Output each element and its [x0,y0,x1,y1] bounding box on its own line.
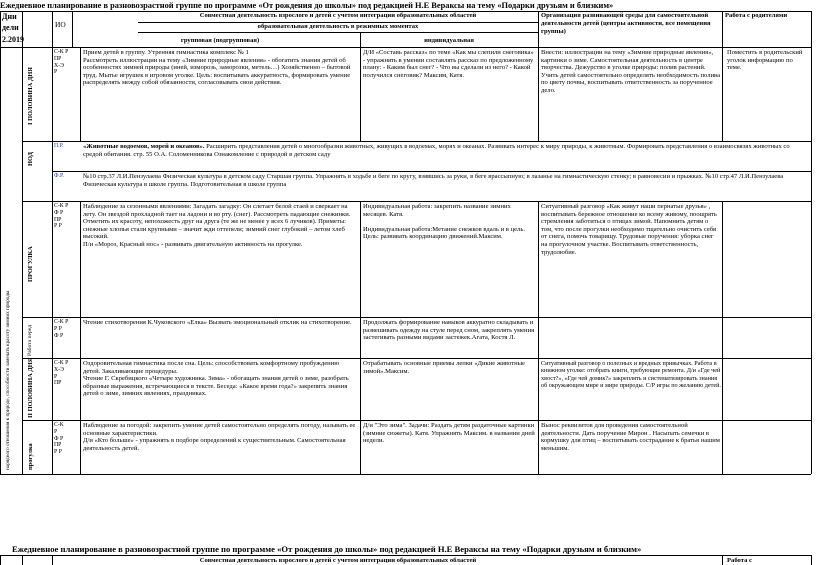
footer-col-3 [722,555,723,565]
walk-individual-text: Индивидуальная работа: закрепить название зимних месяцев. Катя. Индивидуальная работа:Метание снежков вдаль и в цель. Цель: развивать координацию движений.Максим. [363,203,525,241]
row-divider-afternoon [22,420,811,421]
col-divider-parents-rest [722,201,723,474]
footer-table-top [0,555,811,556]
nod1-text [83,143,809,171]
before-sleep-individual-text: Продолжать формирование навыков аккуратно складывать и развешивать одежду на стуле перед сном, закреплять умения застегивать разными видами застежек.Агата, Костя Л. [363,319,535,342]
footer-col-2 [52,555,53,565]
footer-col-1 [22,555,23,565]
nod2-code: Ф.Р. [54,173,64,179]
codes-before-sleep: С-К Р Р Р Ф Р [54,319,69,339]
section-before-sleep: Работа перед [27,324,33,356]
header-divider-2 [138,32,538,33]
header-environment: Организация развивающей среды для самостоятельной деятельности детей (центры активности, все помещения группы) [541,12,711,36]
row-divider-sleep [22,358,811,359]
walk-group-text: Наблюдение за сезонными явлениями: Загадать загадку: Он слетает белой стаей и сверкает на лету. Он звездой прохладной тает на ладони и во рту. (снег). Рассмотреть падающие снежинки. Отметить их красоту, непохожесть друг на друга (те же не менее у всех 6 лучиков). Приметы: снежные хлопья стали крупными – значит жди оттепели; зимний снег глубокий – летом хлеб высокий. П/и «Мороз, Красный нос» - развивать двигательную активность на прогулке. [83,203,351,248]
col-divider-group-rest [80,201,81,474]
morning-individual-text: Д/И «Составь рассказ» по теме «Как мы слепили снеговика» - упражнять в умении составлять рассказ по предложенному плану: - Каким был снег? - Что вы сделали из него? - Какой получился снеговик? Максим, Катя. [363,49,534,79]
footer-parents: Работа с [727,557,752,564]
col-divider-parents-top [722,11,723,141]
codes-afternoon: С-К Р Х-Э Р ПР [54,360,69,387]
footer-left [0,555,1,565]
afternoon-environment-text: Ситуативный разговор о полезных и вредных привычках. Работа в книжном уголке: отобрать книги, требующие ремонта. Д/и «Где чей хвост?», «Где чей домик?» закреплять и систематизировать знания об окружающем мире и мире природы. С/Р игры по желанию детей. [541,360,721,389]
col-divider-group-morning [80,47,81,141]
col-divider-section [22,11,23,474]
table-border-left [0,11,1,474]
walk2-group-text: Наблюдение за погодой: закрепить умение детей самостоятельно определять погоду, называть ее основные характеристики. Д/и «Кто больше» - упражнять в подборе определений к существительным. Самостоятельная деятельность детей. [83,422,356,452]
section-walk2: прогулка [27,443,34,470]
footer-joint-activity: Совместная деятельность взрослого и детей с учетом интеграции образовательных областей [199,557,477,564]
col-divider-ind-rest [360,201,361,474]
header-io: ИО [55,20,66,29]
afternoon-group-text: Оздоровительная гимнастика после сна. Цель: способствовать комфортному пробуждению детей. Закаливающие процедуры. Чтение Г. Скребицкого «Четыре художника. Зима» - обогащать знания детей о зиме, разобрать образные выражения, встречающиеся в тексте. Беседа: «Какое время года?» закрепить знания детей о зиме, зимних явлениях, праздниках. [83,360,349,398]
header-parents: Работа с родителями [725,12,788,19]
nod2-text: №10 стр.37 Л.И.Пензулаева Физическая культура в детском саду Старшая группа. Упражнять в ходьбе и беге по кругу, взявшись за руки, в беге врассыпную; в лазанье на гимнастическую стенку; в равновесии и прыжках. №10 стр.47 Л.И.Пензулаева Физическая культура в школе группа. Подготовительная в школе группа [83,173,784,188]
page-title: Ежедневное планирование в разновозрастной группе по программе «От рождения до школы» под редакцией Н.Е Вераксы на тему «Подарки друзьям и близким» [0,1,614,10]
table-border-right [811,11,812,474]
col-divider-io [72,11,73,47]
section-morning: I ПОЛОВИНА ДНЯ [27,67,34,125]
morning-group-text: Прием детей в группу. Утренняя гимнастика комплекс № 1 Рассмотреть иллюстрации на тему «Зимние природные явления» - обогатить знания детей об особенностях зимней природы (иней, изморозь, заморозки, метель…) Хозяйственно – бытовой труд. Мытье игрушек в игровом уголке. Цель: воспитывать аккуратность, формировать умение распределять между собой обязанности, согласовывать свои действия. [83,49,351,87]
header-joint-activity: Совместная деятельность взрослого и детей с учетом интеграции образовательных областей [199,12,477,19]
nod1-code: П.Р. [54,143,64,149]
header-individual: индивидуальная [424,37,474,44]
row-divider-morning [22,141,811,142]
morning-parents-text: Поместить в родительский уголок информацию по теме. [727,49,803,72]
margin-note: нарядного отношения к природе, способности замечать красоту зимних природы [5,290,11,470]
section-walk: ПРОГУЛКА [27,246,34,282]
header-date: 2.2019 [2,35,24,44]
row-divider-nod2 [22,201,811,202]
walk-environment-text: Ситуативный разговор «Как живут наши пернатые друзья» , воспитывать бережное отношение ко всему живому, поощрять стремления заботиться о птицах зимой. Напомнить детям о том, что после прогулки необходимо тщательно очистить себя от снега, помочь товарищу. Трудовые поручения: уборка снег на прогулочном участке. Воспитывать ответственность, трудолюбие. [541,203,717,256]
walk2-environment-text: Вынос реквизитов для проведения самостоятельной деятельности. Дать поручение Мирон . Насыпать семечки в кормушку для птиц – воспитывать сострадание к братья нашим меньшим. [541,422,720,452]
codes-walk: С-К Р Ф Р ПР Р Р [54,203,69,230]
header-days-2: дели [2,23,19,32]
codes-walk2: С-К Р Ф Р ПР Р Р [54,422,64,456]
walk2-individual-text: Д/и "Это зима". Задачи: Раздать детям раздаточные картинки (зимние сюжеты). Катя. Упражнять Максим. в названии дней недели. [363,422,535,445]
row-divider-nod1 [52,171,811,172]
header-days: Дни [2,12,17,21]
col-divider-ind-morning [360,47,361,141]
col-divider-env-top [538,11,539,141]
afternoon-individual-text: Отрабатывать основные приемы лепки «Дикие животные зимой».Максим. [363,360,525,375]
footer-right [811,555,812,565]
section-afternoon: II ПОЛОВИНА ДНЯ [27,357,34,418]
table-border-bottom [0,474,811,475]
nod1-rest: Расширить представления детей о многообразии животных, живущих в водоемах, морях и океанах. Развивать интерес к миру природы, к животным. Формировать представления о взаимосвязях животных со средой обитания. стр. 55 О.А. Соломенникова Ознакомление с природой в детском саду [83,143,790,158]
footer-title: Ежедневное планирование в разновозрастной группе по программе «От рождения до школы» под редакцией Н.Е Вераксы на тему «Подарки друзьям и близким» [12,544,642,554]
morning-environment-text: Внести: иллюстрации на тему «Зимние природные явления», картинки о зиме. Самостоятельная деятельность в центре творчества. Дежурство в уголке природы: полив растений. Учить детей самостоятельно определять необходимость полива по цвету почвы, воспитывать ответственность за порученное дело. [541,49,720,94]
header-educational-activity: образовательная деятельность в режимных моментах [257,23,419,30]
codes-morning: С-К Р ПР Х-Э Р [54,49,69,76]
nod1-bold-lead: «Животные водоемов, морей и океанов». [83,143,205,150]
section-nod: НОД [27,151,34,166]
col-divider-codes [52,11,53,474]
col-divider-env-rest [538,201,539,474]
header-bottom [0,47,811,48]
header-group: групповая (подгрупповая) [180,37,260,44]
row-divider-walk [22,317,811,318]
before-sleep-group-text: Чтение стихотворения К.Чуковского «Елка» Вызвать эмоциональный отклик на стихотворение. [83,319,352,326]
